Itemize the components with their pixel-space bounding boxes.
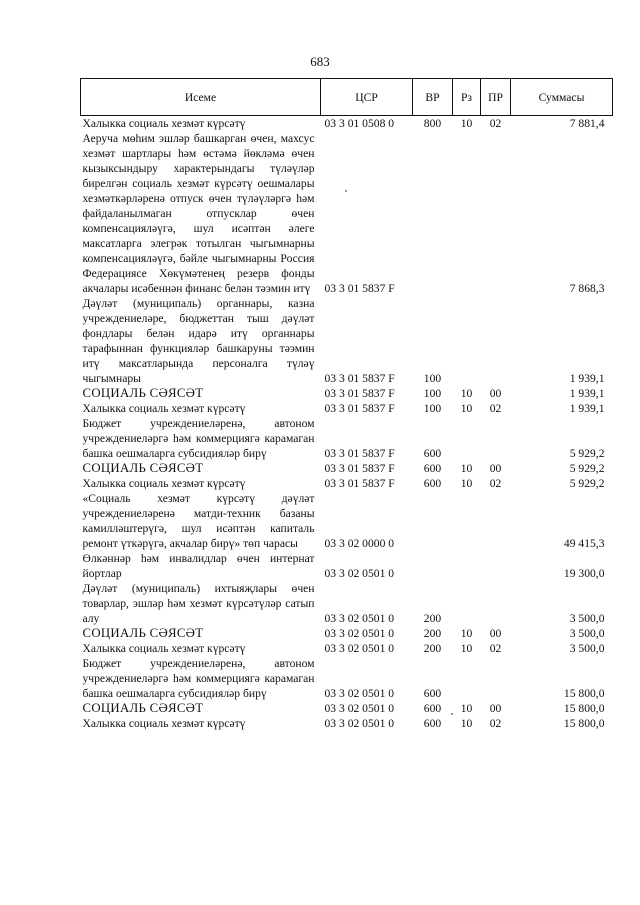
row-pr: 02: [489, 717, 502, 730]
row-vr: 800: [423, 117, 442, 130]
row-name: Халыкка социаль хезмәт күрсәтү: [82, 717, 246, 730]
row-rz: [453, 581, 481, 626]
row-csr: 03 3 02 0501 0: [324, 702, 395, 715]
row-pr: [481, 131, 511, 296]
row-rz: [453, 551, 481, 581]
row-vr: 100: [423, 402, 442, 415]
row-pr: [481, 296, 511, 386]
row-name: Халыкка социаль хезмәт күрсәтү: [82, 477, 246, 490]
table-row: [81, 296, 613, 386]
table-row: [81, 626, 613, 641]
row-vr: 600: [423, 702, 442, 715]
row-rz: 10: [460, 702, 473, 715]
header-sum: Суммасы: [511, 79, 613, 116]
row-name: СОЦИАЛЬ СӘЯСӘТ: [82, 701, 204, 715]
row-pr: 02: [489, 402, 502, 415]
row-csr: 03 3 01 5837 F: [324, 402, 395, 415]
row-sum: 3 500,0: [569, 642, 605, 655]
row-rz: [453, 296, 481, 386]
table-row: [81, 701, 613, 716]
row-vr: 200: [423, 612, 442, 625]
row-pr: [481, 656, 511, 701]
row-rz: 10: [460, 402, 473, 415]
table-row: [81, 116, 613, 132]
table-row: [81, 551, 613, 581]
row-vr: [413, 551, 453, 581]
table-row: [81, 581, 613, 626]
row-rz: 10: [460, 117, 473, 130]
row-csr: 03 3 02 0501 0: [324, 567, 395, 580]
row-rz: 10: [460, 717, 473, 730]
row-rz: [453, 656, 481, 701]
table-row: [81, 131, 613, 296]
row-sum: 15 800,0: [563, 702, 605, 715]
header-name: Исеме: [81, 79, 321, 116]
header-rz: Рз: [453, 79, 481, 116]
row-vr: 600: [423, 687, 442, 700]
scan-speck: [451, 713, 453, 715]
row-vr: [413, 491, 453, 551]
row-name: Дәүләт (муниципаль) органнары, казна учреждениеләре, бюджеттан тыш дәүләт фондлары белән идарә итү органнары тарафыннан функцияләр башкаруны тәэмин итү максатларында персоналга түләү чыгымнары: [82, 297, 315, 385]
table-row: [81, 401, 613, 416]
row-csr: 03 3 02 0501 0: [324, 612, 395, 625]
scan-speck: [345, 190, 347, 192]
row-sum: 1 939,1: [569, 372, 605, 385]
row-sum: 1 939,1: [569, 402, 605, 415]
budget-table: [80, 78, 613, 731]
row-pr: 02: [489, 477, 502, 490]
row-vr: 100: [423, 387, 442, 400]
row-rz: 10: [460, 387, 473, 400]
row-sum: 7 868,3: [569, 282, 605, 295]
row-sum: 19 300,0: [563, 567, 605, 580]
row-name: Бюджет учреждениеләренә, автоном учреждениеләргә hәм коммерциягә карамаган башка оешмаларга субсидияләр бирү: [82, 657, 315, 700]
header-vr: ВР: [413, 79, 453, 116]
table-row: [81, 416, 613, 461]
row-name: СОЦИАЛЬ СӘЯСӘТ: [82, 626, 204, 640]
row-csr: 03 3 01 5837 F: [324, 372, 395, 385]
row-pr: [481, 491, 511, 551]
row-pr: 00: [489, 462, 502, 475]
row-csr: 03 3 01 5837 F: [324, 447, 395, 460]
row-name: «Социаль хезмәт күрсәтү дәүләт учреждениеләренә матди-техник базаны камилләштерүгә, шул исәптән капиталь ремонт үткәрүгә, акчалар бирү» төп чарасы: [82, 492, 315, 550]
row-pr: 00: [489, 627, 502, 640]
row-csr: 03 3 01 5837 F: [324, 282, 395, 295]
row-sum: 3 500,0: [569, 627, 605, 640]
row-rz: [453, 416, 481, 461]
table-body: [81, 116, 613, 732]
header-pr: ПР: [481, 79, 511, 116]
row-sum: 49 415,3: [563, 537, 605, 550]
row-csr: 03 3 02 0501 0: [324, 717, 395, 730]
row-sum: 7 881,4: [569, 117, 605, 130]
table-row: [81, 656, 613, 701]
row-csr: 03 3 01 5837 F: [324, 387, 395, 400]
row-rz: [453, 491, 481, 551]
row-csr: 03 3 01 0508 0: [324, 117, 395, 130]
row-vr: [413, 131, 453, 296]
row-pr: [481, 551, 511, 581]
row-name: Халыкка социаль хезмәт күрсәтү: [82, 117, 246, 130]
table-row: [81, 491, 613, 551]
row-vr: 600: [423, 447, 442, 460]
row-sum: 15 800,0: [563, 687, 605, 700]
row-rz: 10: [460, 642, 473, 655]
row-sum: 3 500,0: [569, 612, 605, 625]
row-name: СОЦИАЛЬ СӘЯСӘТ: [82, 461, 204, 475]
table-row: [81, 386, 613, 401]
row-vr: 200: [423, 642, 442, 655]
row-rz: 10: [460, 462, 473, 475]
table-row: [81, 476, 613, 491]
row-name: Халыкка социаль хезмәт күрсәтү: [82, 402, 246, 415]
table-row: [81, 461, 613, 476]
row-name: Бюджет учреждениеләренә, автоном учреждениеләргә hәм коммерциягә карамаган башка оешмаларга субсидияләр бирү: [82, 417, 315, 460]
row-csr: 03 3 02 0501 0: [324, 687, 395, 700]
row-pr: [481, 416, 511, 461]
row-name: Өлкәннәр hәм инвалидлар өчен интернат йортлар: [82, 552, 315, 580]
row-vr: 100: [423, 372, 442, 385]
row-rz: 10: [460, 627, 473, 640]
row-vr: 200: [423, 627, 442, 640]
row-sum: 15 800,0: [563, 717, 605, 730]
row-pr: [481, 581, 511, 626]
row-csr: 03 3 02 0000 0: [324, 537, 395, 550]
row-csr: 03 3 01 5837 F: [324, 462, 395, 475]
table-row: [81, 716, 613, 731]
page-number: 683: [310, 54, 330, 69]
table-header: [81, 79, 613, 116]
row-csr: 03 3 01 5837 F: [324, 477, 395, 490]
row-vr: 600: [423, 462, 442, 475]
row-vr: 600: [423, 477, 442, 490]
row-csr: 03 3 02 0501 0: [324, 627, 395, 640]
row-pr: 02: [489, 642, 502, 655]
row-pr: 00: [489, 387, 502, 400]
row-sum: 5 929,2: [569, 462, 605, 475]
row-name: СОЦИАЛЬ СӘЯСӘТ: [82, 386, 204, 400]
row-rz: 10: [460, 477, 473, 490]
row-pr: 02: [489, 117, 502, 130]
row-name: Халыкка социаль хезмәт күрсәтү: [82, 642, 246, 655]
row-vr: 600: [423, 717, 442, 730]
row-pr: 00: [489, 702, 502, 715]
row-sum: 5 929,2: [569, 477, 605, 490]
table-row: [81, 641, 613, 656]
row-sum: 5 929,2: [569, 447, 605, 460]
header-csr: ЦСР: [321, 79, 413, 116]
row-csr: 03 3 02 0501 0: [324, 642, 395, 655]
row-sum: 1 939,1: [569, 387, 605, 400]
row-rz: [453, 131, 481, 296]
row-name: Дәүләт (муниципаль) ихтыяҗлары өчен товарлар, эшләр hәм хезмәт күрсәтүләр сатып алу: [82, 582, 315, 625]
row-name: Аеруча мөhим эшләр башкарган өчен, махсус хезмәт шартлары hәм өстәмә йөкләмә өчен кызыксындыру характерындагы түләүләр бирелгән социаль хезмәт күрсәтү оешмалары хезмәткәрләренә отпуск өчен түләүләргә hәм файдаланылмаган отпусклар өчен компенсацияләүгә, шул исәптән әлеге максатларга элегрәк тотылган чыгымнарны компенсацияләүгә, бәйле чыгымнарны Россия Федерациясе Хөкүмәтенең резерв фонды акчалары исәбеннән финанс белән тәэмин итү: [82, 132, 315, 295]
